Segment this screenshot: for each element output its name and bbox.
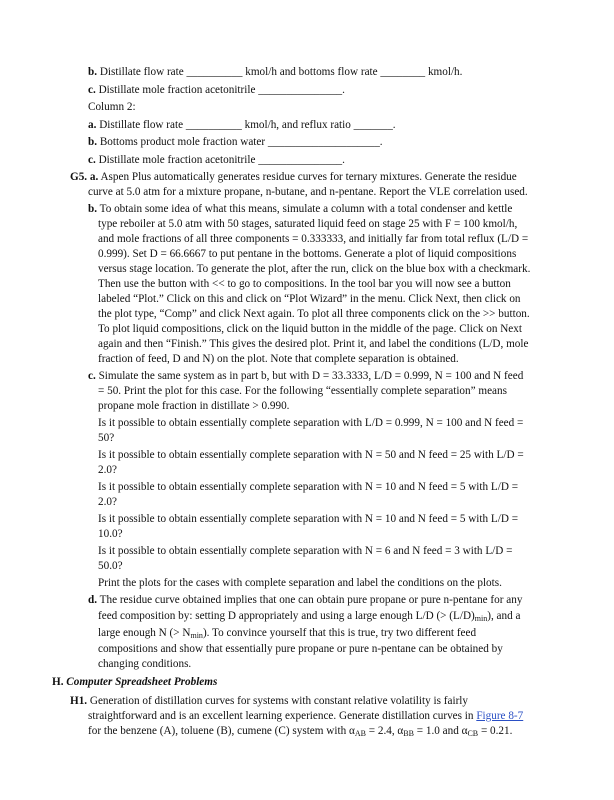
question-line: Is it possible to obtain essentially complete separation with N = 10 and N feed = 5 with L/D =	[98, 481, 519, 493]
text-line: c. Simulate the same system as in part b, but with D = 33.3333, L/D = 0.999, N = 100 and N feed	[88, 370, 524, 382]
text-line: Print the plots for the cases with complete separation and label the conditions on the plots.	[98, 577, 502, 589]
text-line: for the benzene (A), toluene (B), cumene (C) system with $\alpha_{AB} = 2.4$, $\alpha_{BB} = 1.0$ and $\alpha_{CB} = 0.21$.	[88, 725, 513, 738]
text-line: straightforward and is an excellent learning experience. Generate distillation curves in Figure 8-7	[88, 710, 524, 722]
text-line: Then use the button with << to go to compositions. In the tool bar you will now see a button	[98, 278, 511, 290]
text-line: c. Distillate mole fraction acetonitrile _______________.	[88, 154, 345, 166]
text-line: the plot type, “Comp” and click Next again. To plot all three components click on the >> button.	[98, 308, 530, 320]
text-line: = 50. Print the plot for this case. For the following “essentially complete separation” means	[98, 385, 507, 397]
text-line: Column 2:	[88, 101, 136, 113]
text-line: To plot liquid compositions, click on the liquid button in the middle of the page. Click on Next	[98, 323, 522, 335]
question-line: Is it possible to obtain essentially complete separation with L/D = 0.999, N = 100 and N feed =	[98, 417, 524, 429]
question-line: 50?	[98, 432, 115, 444]
question-line: 10.0?	[98, 528, 123, 540]
text-line: a. Distillate flow rate __________ kmol/h, and reflux ratio _______.	[88, 119, 396, 131]
text-line: d. The residue curve obtained implies that one can obtain pure propane or pure n-pentane for any	[88, 594, 523, 606]
figure-link[interactable]: Figure 8-7	[476, 710, 524, 722]
text-line: fraction of feed, D and N) on the plot. Note that complete separation is obtained.	[98, 353, 459, 365]
text-line: labeled “Plot.” Click on this and click on “Plot Wizard” in the menu. Click Next, then click on	[98, 293, 521, 305]
question-line: 50.0?	[98, 560, 123, 572]
question-line: 2.0?	[98, 464, 117, 476]
problem-g5-line: G5. a. Aspen Plus automatically generates residue curves for ternary mixtures. Generate the residue	[70, 171, 517, 183]
problem-h1-line: H1. Generation of distillation curves for systems with constant relative volatility is fairly	[70, 695, 469, 707]
text-line: feed composition by: setting D appropriately and using a large enough L/D (> $(L/D)_{min}$), and a	[98, 610, 521, 623]
question-line: Is it possible to obtain essentially complete separation with N = 6 and N feed = 3 with L/D =	[98, 545, 513, 557]
question-line: 2.0?	[98, 496, 117, 508]
text-line: compositions and show that essentially pure propane or pure n-pentane can be obtained by	[98, 643, 503, 655]
text-line: 0.999). Set D = 66.6667 to put pentane in the bottoms. Generate a plot of liquid compositions	[98, 248, 517, 260]
text-line: large enough N (> $N_{min}$). To convince yourself that this is true, try two different feed	[98, 627, 477, 640]
text-line: b. Distillate flow rate __________ kmol/h and bottoms flow rate ________ kmol/h.	[88, 66, 463, 78]
question-line: Is it possible to obtain essentially complete separation with N = 10 and N feed = 5 with L/D =	[98, 513, 519, 525]
section-heading: H. Computer Spreadsheet Problems	[52, 676, 218, 688]
text-line: b. Bottoms product mole fraction water ____________________.	[88, 136, 383, 148]
question-line: Is it possible to obtain essentially complete separation with N = 50 and N feed = 25 with L/D =	[98, 449, 524, 461]
text-line: changing conditions.	[98, 658, 192, 670]
text-line: and mole fractions of all three components = 0.333333, and initially far from total reflux (L/D =	[98, 233, 529, 245]
text-line: c. Distillate mole fraction acetonitrile _______________.	[88, 84, 345, 96]
text-line: type reboiler at 5.0 atm with 50 stages, saturated liquid feed on stage 25 with F = 100 kmol/h,	[98, 218, 518, 230]
text-line: again and then “Finish.” This gives the desired plot. Print it, and label the conditions (L/D, mole	[98, 338, 529, 350]
text-line: curve at 5.0 atm for a mixture propane, n-butane, and n-pentane. Report the VLE correlation used.	[88, 186, 528, 198]
text-line: versus stage location. To generate the plot, after the run, click on the blue box with a checkmark.	[98, 263, 531, 275]
text-line: b. To obtain some idea of what this means, simulate a column with a total condenser and kettle	[88, 203, 513, 215]
text-line: propane mole fraction in distillate > 0.990.	[98, 400, 290, 412]
